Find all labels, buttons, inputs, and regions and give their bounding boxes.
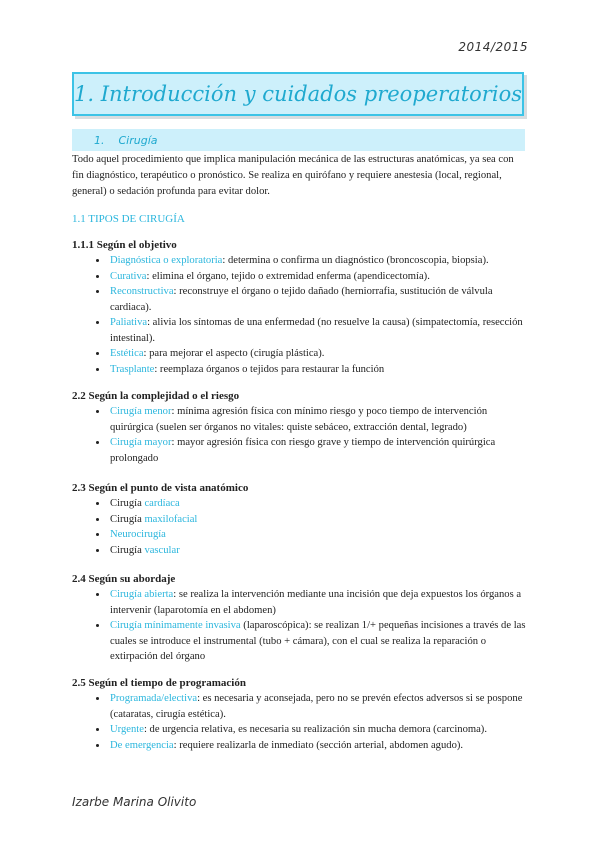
bullet-list: [72, 691, 528, 753]
intro-paragraph: Todo aquel procedimiento que implica manipulación mecánica de las estructuras anatómicas, ya sea con fin diagnóstico, terapéutico o pronóstico. Se realiza en quirófano y requiere anestesia (local, regional, general) o sedación profunda para evitar dolor.: [72, 154, 514, 197]
list-item: • De emergencia: requiere realizarla de inmediato (sección arterial, abdomen agudo).: [108, 738, 528, 754]
bullet-list: [72, 253, 528, 377]
list-item: • Cirugía vascular: [108, 543, 528, 559]
page-title: 1. Introducción y cuidados preoperatorios: [74, 82, 522, 106]
group-heading: 2.3 Según el punto de vista anatómico: [72, 482, 249, 494]
section-heading: [72, 134, 158, 147]
group-complexity: [72, 390, 528, 466]
list-item: • Curativa: elimina el órgano, tejido o extremidad enferma (apendicectomía).: [108, 269, 528, 285]
bullet-list: [72, 496, 528, 558]
group-scheduling: [72, 677, 528, 753]
list-item: • Trasplante: reemplaza órganos o tejidos para restaurar la función: [108, 362, 528, 378]
list-item: • Cirugía cardíaca: [108, 496, 528, 512]
list-item: • Estética: para mejorar el aspecto (cirugía plástica).: [108, 346, 528, 362]
list-item: • Diagnóstica o exploratoria: determina o confirma un diagnóstico (broncoscopia, biopsia).: [108, 253, 528, 269]
list-item: • Cirugía mínimamente invasiva (laparoscópica): se realizan 1/+ pequeñas incisiones a través de las cuales se introduce el instrumental (tubo + cámara), con el cual se realiza la reparación o extirpación del órgano: [108, 618, 528, 665]
list-item: • Cirugía mayor: mayor agresión física con riesgo grave y tiempo de intervención quirúrgica prolongado: [108, 435, 528, 466]
group-approach: [72, 573, 528, 665]
group-heading: 1.1.1 Según el objetivo: [72, 239, 177, 251]
bullet-list: [72, 587, 528, 665]
list-item: • Urgente: de urgencia relativa, es necesaria su realización sin mucha demora (carcinoma).: [108, 722, 528, 738]
group-anatomic: [72, 482, 528, 558]
page-title-box: [72, 72, 524, 116]
list-item: • Cirugía menor: mínima agresión física con mínimo riesgo y poco tiempo de intervención quirúrgica (suelen ser órganos no vitales: quiste sebáceo, extracción dental, legrado): [108, 404, 528, 435]
bullet-list: [72, 404, 528, 466]
list-item: • Paliativa: alivia los síntomas de una enfermedad (no resuelve la causa) (simpatectomía, resección intestinal).: [108, 315, 528, 346]
group-heading: 2.5 Según el tiempo de programación: [72, 677, 246, 689]
section-number: 1.: [94, 133, 105, 147]
section-label: Cirugía: [118, 133, 158, 147]
header-year: 2014/2015: [458, 40, 528, 54]
list-item: • Neurocirugía: [108, 527, 528, 543]
group-objective: [72, 239, 528, 377]
group-heading: 2.4 Según su abordaje: [72, 573, 176, 585]
list-item: • Reconstructiva: reconstruye el órgano o tejido dañado (herniorrafia, sustitución de válvula cardiaca).: [108, 284, 528, 315]
group-heading: 2.2 Según la complejidad o el riesgo: [72, 390, 240, 402]
list-item: • Programada/electiva: es necesaria y aconsejada, pero no se prevén efectos adversos si se pospone (cataratas, cirugía estética).: [108, 691, 528, 722]
list-item: • Cirugía maxilofacial: [108, 512, 528, 528]
types-heading: 1.1 TIPOS DE CIRUGÍA: [72, 213, 185, 225]
list-item: • Cirugía abierta: se realiza la intervención mediante una incisión que deja expuestos los órganos a intervenir (laparotomía en el abdomen): [108, 587, 528, 618]
footer-author: Izarbe Marina Olivito: [72, 795, 197, 809]
section-bar: [72, 129, 525, 151]
